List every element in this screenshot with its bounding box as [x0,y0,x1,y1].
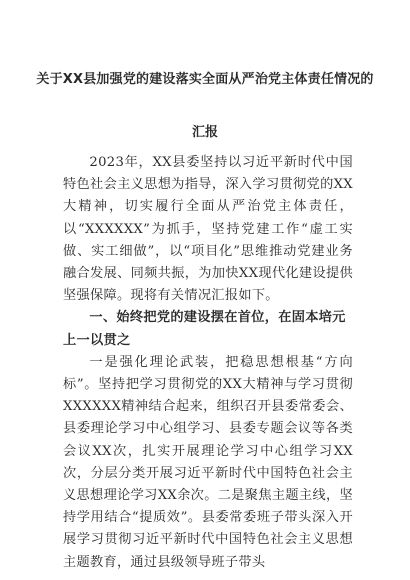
document-body [63,152,353,574]
document-title: 关于XX县加强党的建设落实全面从严治党主体责任情况的 [36,72,374,87]
document-title-continuation: 汇报 [191,125,218,140]
section-heading: 一、始终把党的建设摆在首位，在固本培元上一以贯之 [63,310,346,348]
section-paragraph: 一是强化理论武装，把稳思想根基“方向标”。坚持把学习贯彻党的XX大精神与学习贯彻XXXXXX精神结合起来，组织召开县委常委会、县委理论学习中心组学习、县委专题会议等各类会议XX次，扎实开展理论学习中心组学习XX次，分层分类开展习近平新时代中国特色社会主义思想理论学习XX余次。二是聚焦主题主线，坚持学用结合“提质效”。县委常委班子带头深入开展学习贯彻习近平新时代中国特色社会主义思想主题教育，通过县级领导班子带头 [63,354,353,570]
intro-paragraph: 2023年，XX县委坚持以习近平新时代中国特色社会主义思想为指导，深入学习贯彻党的XX大精神，切实履行全面从严治党主体责任，以“XXXXXX”为抓手，坚持党建工作“虚工实做、实工细做”，以“项目化”思维推动党建业务融合发展、同频共振，为加快XX现代化建设提供坚强保障。现将有关情况汇报如下。 [63,155,353,304]
